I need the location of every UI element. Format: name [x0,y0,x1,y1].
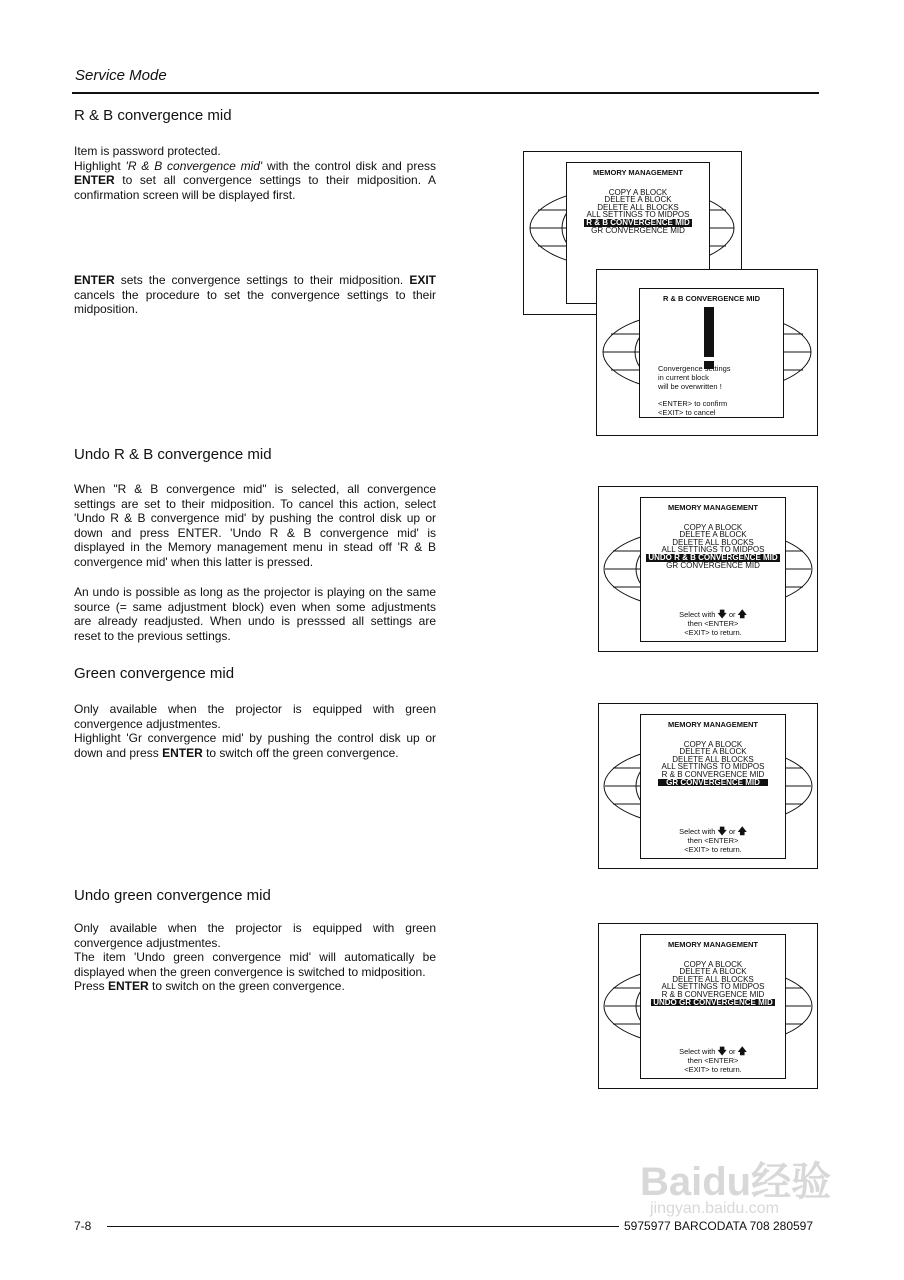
section-title-green-mid: Green convergence mid [74,665,235,682]
menu-item-midpos[interactable]: ALL SETTINGS TO MIDPOS [661,545,765,555]
section-title-rb-mid: R & B convergence mid [74,107,232,124]
confirm-message: Convergence settings in current block will be overwritten ! <ENTER> to confirm <EXIT> to cancel [658,364,731,417]
menu-title: MEMORY MANAGEMENT [668,940,758,949]
menu-item-copy[interactable]: COPY A BLOCK [683,959,743,969]
menu-item-midpos[interactable]: ALL SETTINGS TO MIDPOS [661,762,765,772]
section-green-mid-text: Only available when the projector is equipped with green convergence adjustmentes. Highlight 'Gr convergence mid' by pushing the control disk up or down and press ENTER to switch off the green convergence. [74,702,436,760]
menu-item-gr-mid[interactable]: GR CONVERGENCE MID [666,560,760,570]
menu-footer: Select with 🡇 or 🡅 then <ENTER> <EXIT> to return. [679,1046,747,1074]
menu-footer: Select with 🡇 or 🡅 then <ENTER> <EXIT> to return. [679,609,747,637]
confirm-title: R & B CONVERGENCE MID [662,294,761,303]
arrow-up-icon: 🡅 [737,609,747,619]
section-undo-rb-mid-text: When "R & B convergence mid" is selected, all convergence settings are set to their midposition. To cancel this action, select 'Undo R & B convergence mid' by pushing the control disk up or down and press ENTER. 'Undo R & B convergence mid' is displayed in the Memory management menu in stead off 'R & B convergence mid' when this latter is pressed. [74,482,436,569]
menu-title: MEMORY MANAGEMENT [668,503,758,512]
menu-item-copy[interactable]: COPY A BLOCK [683,522,743,532]
screen-memory-management-gr [598,703,818,869]
section-title-undo-green-mid: Undo green convergence mid [74,887,271,904]
document-code: 5975977 BARCODATA 708 280597 [624,1219,814,1233]
memory-menu-3 [640,497,786,642]
menu-footer: Select with 🡇 or 🡅 then <ENTER> <EXIT> to return. [679,826,747,854]
arrow-up-icon: 🡅 [737,826,747,836]
exclamation-icon [704,307,714,357]
arrow-down-icon: 🡇 [717,1046,727,1056]
section-title-undo-rb-mid: Undo R & B convergence mid [74,446,272,463]
menu-item-rb-mid-highlighted[interactable]: R & B CONVERGENCE MID [586,217,690,227]
memory-menu-5 [640,934,786,1079]
menu-item-midpos[interactable]: ALL SETTINGS TO MIDPOS [661,982,765,992]
menu-item-delete-all[interactable]: DELETE ALL BLOCKS [597,202,679,212]
menu-item-rb-mid[interactable]: R & B CONVERGENCE MID [661,769,765,779]
menu-item-undo-rb-mid-highlighted[interactable]: UNDO R & B CONVERGENCE MID [648,552,778,562]
page-number: 7-8 [74,1219,92,1233]
memory-menu-4 [640,714,786,859]
section-undo-green-mid-text: Only available when the projector is equipped with green convergence adjustmentes. The item 'Undo green convergence mid' will automatically be displayed when the green convergence is switched to midposition. Press ENTER to switch on the green convergence. [74,921,436,994]
menu-item-delete[interactable]: DELETE A BLOCK [679,967,747,977]
menu-item-delete-all[interactable]: DELETE ALL BLOCKS [672,974,754,984]
screen-memory-management-undo-rb [598,486,818,652]
arrow-down-icon: 🡇 [717,609,727,619]
menu-item-delete[interactable]: DELETE A BLOCK [679,747,747,757]
footer-rule [107,1226,619,1227]
confirm-dialog [639,288,784,418]
menu-item-delete[interactable]: DELETE A BLOCK [604,195,672,205]
menu-title: MEMORY MANAGEMENT [593,168,683,177]
screen-memory-management-undo-gr [598,923,818,1089]
confirm-exit-hint: <EXIT> to cancel [658,408,716,417]
menu-item-undo-gr-mid-highlighted[interactable]: UNDO GR CONVERGENCE MID [653,997,773,1007]
arrow-up-icon: 🡅 [737,1046,747,1056]
section-rb-mid-text-2: ENTER sets the convergence settings to their midposition. EXIT cancels the procedure to set the convergence settings to their midposition. [74,273,436,317]
section-rb-mid-text: Item is password protected. Highlight 'R & B convergence mid' with the control disk and press ENTER to set all convergence settings to their midposition. A confirmation screen will be displayed first. [74,144,437,202]
watermark-logo: Baidu经验 [640,1160,832,1204]
menu-item-gr-mid-highlighted[interactable]: GR CONVERGENCE MID [658,779,768,787]
page-header-title: Service Mode [75,67,167,84]
menu-item-delete-all[interactable]: DELETE ALL BLOCKS [672,537,754,547]
screen-confirm-rb-mid [596,269,818,436]
menu-item-gr-mid[interactable]: GR CONVERGENCE MID [591,225,685,235]
menu-item-copy[interactable]: COPY A BLOCK [608,187,668,197]
menu-item-delete[interactable]: DELETE A BLOCK [679,530,747,540]
arrow-down-icon: 🡇 [717,826,727,836]
menu-item-midpos[interactable]: ALL SETTINGS TO MIDPOS [586,210,690,220]
watermark-url: jingyan.baidu.com [650,1200,779,1217]
menu-title: MEMORY MANAGEMENT [668,720,758,729]
header-rule [72,92,819,94]
menu-item-copy[interactable]: COPY A BLOCK [683,739,743,749]
section-undo-rb-mid-text-2: An undo is possible as long as the projector is playing on the same source (= same adjustment block) even when some adjustments are already readjusted. When undo is presssed all settings are reset to the previous settings. [74,585,436,643]
confirm-enter-hint: <ENTER> to confirm [658,399,728,408]
menu-item-rb-mid[interactable]: R & B CONVERGENCE MID [661,989,765,999]
menu-item-delete-all[interactable]: DELETE ALL BLOCKS [672,754,754,764]
